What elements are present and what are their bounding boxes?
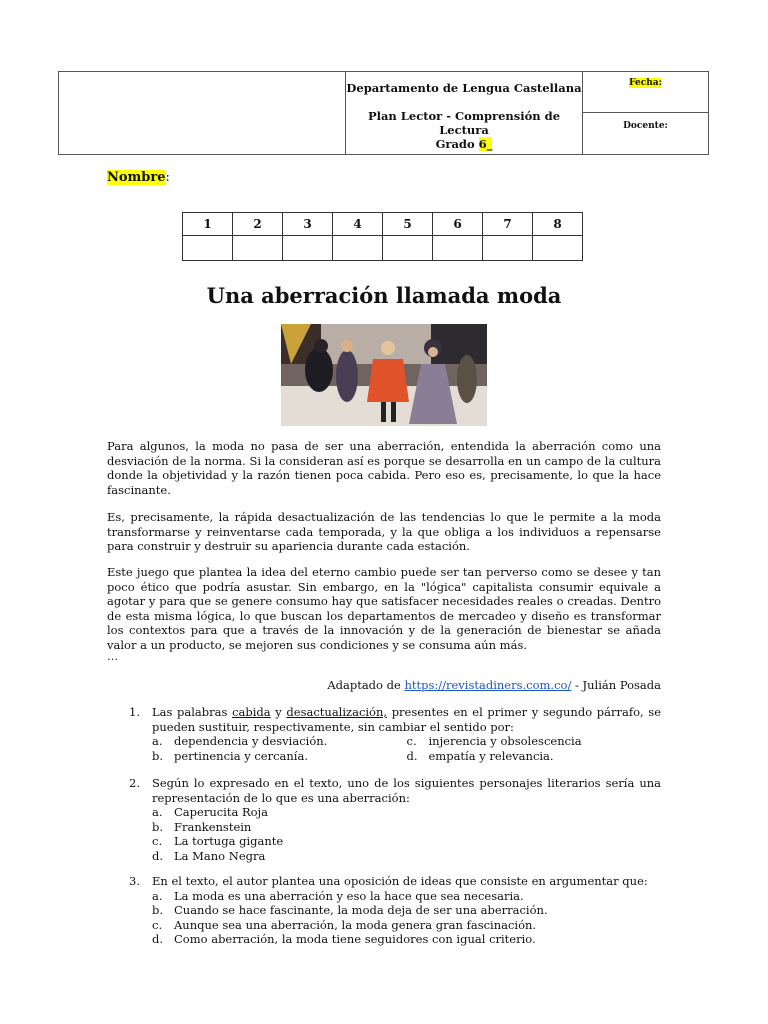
- runway-photo: [281, 324, 487, 426]
- paragraph-1: Para algunos, la moda no pasa de ser una aberración, entendida la aberración como una desviación de la norma. Si la consideran así es porque se desarrolla en un campo de la cultura donde la objetividad y la razón tienen poca cabida. Pero eso es, precisamente, lo que la hace fascinante.: [107, 439, 661, 497]
- answer-cell[interactable]: [383, 236, 433, 261]
- answer-cell[interactable]: [433, 236, 483, 261]
- answer-cell[interactable]: [283, 236, 333, 261]
- option-a[interactable]: a. La moda es una aberración y eso la hace que sea necesaria.: [152, 888, 524, 903]
- grid-header-8: 8: [533, 213, 583, 236]
- nombre-label: Nombre: [107, 170, 166, 185]
- option-b[interactable]: b. Cuando se hace fascinante, la moda deja de ser una aberración.: [152, 903, 548, 917]
- page-title: Una aberración llamada moda: [206, 283, 562, 308]
- option-b[interactable]: b. Frankenstein: [152, 819, 252, 834]
- answer-cell[interactable]: [183, 236, 233, 261]
- answer-cell[interactable]: [533, 236, 583, 261]
- question-text: Según lo expresado en el texto, uno de los siguientes personajes literarios sería una representación de lo que es una aberración:: [152, 776, 661, 805]
- grid-header-3: 3: [283, 213, 333, 236]
- option-a[interactable]: a. Caperucita Roja: [152, 805, 268, 819]
- fecha-field[interactable]: Fecha:: [583, 72, 708, 113]
- source-credit: Adaptado de https://revistadiners.com.co/ - Julián Posada: [327, 678, 661, 692]
- question-1: 1. Las palabras cabida y desactualización, presentes en el primer y segundo párrafo, se pueden sustituir, respectivamente, sin cambiar el sentido por: a. dependencia y desviación. b. pertinencia y cercanía. c. injerencia y obsolescencia d. empatía y relevancia.: [129, 705, 662, 763]
- header-info: [346, 72, 583, 154]
- option-d[interactable]: d. empatía y relevancia.: [406, 748, 554, 763]
- plan-name: Plan Lector - Comprensión de Lectura: [367, 109, 561, 137]
- option-c[interactable]: c. La tortuga gigante: [152, 834, 284, 848]
- grade: Grado 6_: [435, 137, 493, 151]
- question-text: En el texto, el autor plantea una oposición de ideas que consiste en argumentar que:: [152, 874, 648, 888]
- paragraph-3: Este juego que plantea la idea del eterno cambio puede ser tan perverso como se desee y tan poco ético que podría asustar. Sin embargo, en la "lógica" capitalista consumir equivale a agotar y para que se genere consumo hay que satisfacer necesidades reales o creadas. Dentro de esta misma lógica, lo que buscan los departamentos de mercadeo y diseño es transformar los contextos para que a través de la innovación y de la generación de bienestar se añada valor a un producto, se mejoren sus condiciones y se consuma aún más.: [107, 565, 661, 652]
- answer-cell[interactable]: [333, 236, 383, 261]
- grid-header-4: 4: [333, 213, 383, 236]
- nombre-field[interactable]: Nombre:: [107, 170, 170, 185]
- answer-cell[interactable]: [483, 236, 533, 261]
- grid-header-2: 2: [233, 213, 283, 236]
- date-teacher-cell: [583, 72, 708, 154]
- grid-header-7: 7: [483, 213, 533, 236]
- ellipsis: …: [107, 650, 118, 663]
- option-d[interactable]: d. Como aberración, la moda tiene seguidores con igual criterio.: [152, 932, 536, 946]
- option-d[interactable]: d. La Mano Negra: [152, 848, 266, 863]
- grid-header-5: 5: [383, 213, 433, 236]
- header-table: [58, 71, 709, 155]
- question-2: 2. Según lo expresado en el texto, uno de los siguientes personajes literarios sería una representación de lo que es una aberración: a. Caperucita Roja b. Frankenstein c. La tortuga gigante d. La Mano Negra: [129, 776, 661, 863]
- docente-field[interactable]: Docente:: [623, 121, 668, 131]
- grade-value: 6_: [478, 137, 493, 151]
- source-link[interactable]: https://revistadiners.com.co/: [404, 678, 572, 692]
- department-name: Departamento de Lengua Castellana: [346, 81, 582, 95]
- option-c[interactable]: c. Aunque sea una aberración, la moda genera gran fascinación.: [152, 917, 537, 932]
- logo-cell: [59, 72, 346, 154]
- question-text: Las palabras cabida y desactualización, presentes en el primer y segundo párrafo, se pueden sustituir, respectivamente, sin cambiar el sentido por:: [152, 705, 662, 734]
- grid-header-6: 6: [433, 213, 483, 236]
- answer-cell[interactable]: [233, 236, 283, 261]
- answer-grid: [182, 212, 583, 261]
- grid-header-1: 1: [183, 213, 233, 236]
- question-3: 3. En el texto, el autor plantea una oposición de ideas que consiste en argumentar que: a. La moda es una aberración y eso la hace que sea necesaria. b. Cuando se hace fascinante, la moda deja de ser una aberración. c. Aunque sea una aberración, la moda genera gran fascinación. d. Como aberración, la moda tiene seguidores con igual criterio.: [129, 874, 661, 947]
- option-c[interactable]: c. injerencia y obsolescencia: [406, 734, 582, 748]
- option-b[interactable]: b. pertinencia y cercanía.: [152, 748, 309, 763]
- option-a[interactable]: a. dependencia y desviación.: [152, 734, 328, 748]
- paragraph-2: Es, precisamente, la rápida desactualización de las tendencias lo que le permite a la moda transformarse y reinventarse cada temporada, y la que obliga a los individuos a repensarse para construir y destruir su apariencia durante cada estación.: [107, 510, 661, 553]
